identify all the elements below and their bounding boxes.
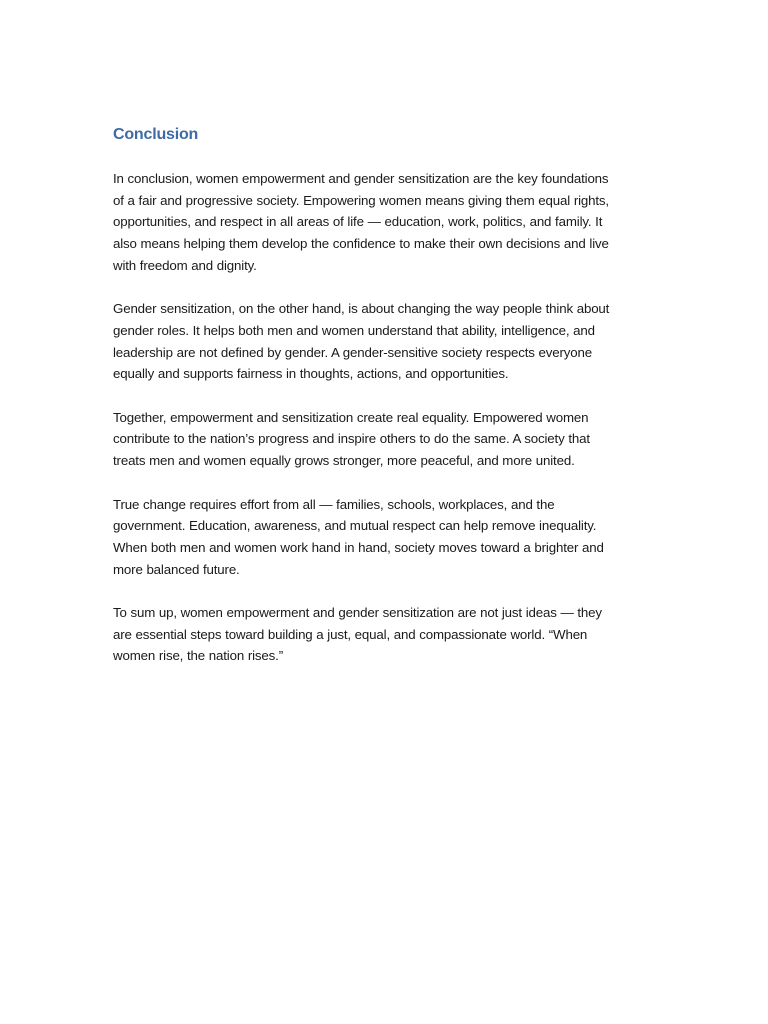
paragraph-1 [113, 168, 648, 277]
text-line: more balanced future. [113, 561, 240, 577]
section-heading: Conclusion [113, 126, 199, 143]
text-line: leadership are not defined by gender. A gender-sensitive society respects everyone [113, 344, 593, 360]
text-line: equally and supports fairness in thoughts, actions, and opportunities. [113, 366, 509, 382]
paragraph-3 [113, 407, 648, 472]
text-line: gender roles. It helps both men and women understand that ability, intelligence, and [113, 322, 595, 338]
paragraph-4 [113, 494, 648, 581]
text-line: with freedom and dignity. [113, 257, 257, 273]
paragraph-2 [113, 298, 648, 385]
text-line: women rise, the nation rises.” [113, 648, 283, 664]
text-line: also means helping them develop the confidence to make their own decisions and live [113, 236, 609, 252]
text-line: Together, empowerment and sensitization create real equality. Empowered women [113, 409, 589, 425]
text-line: opportunities, and respect in all areas of life — education, work, politics, and family. It [113, 214, 603, 230]
text-line: treats men and women equally grows stronger, more peaceful, and more united. [113, 453, 575, 469]
text-line: When both men and women work hand in hand, society moves toward a brighter and [113, 539, 604, 555]
paragraph-5 [113, 602, 648, 667]
text-line: To sum up, women empowerment and gender sensitization are not just ideas — they [113, 605, 602, 620]
text-line: True change requires effort from all — families, schools, workplaces, and the [113, 496, 555, 512]
text-line: of a fair and progressive society. Empowering women means giving them equal rights, [113, 192, 609, 208]
text-line: are essential steps toward building a just, equal, and compassionate world. “When [113, 626, 588, 642]
text-line: contribute to the nation’s progress and inspire others to do the same. A society that [113, 431, 590, 447]
text-line: government. Education, awareness, and mutual respect can help remove inequality. [113, 518, 597, 534]
document-page [113, 124, 648, 689]
text-line: Gender sensitization, on the other hand, is about changing the way people think about [113, 301, 610, 317]
text-line: In conclusion, women empowerment and gender sensitization are the key foundations [113, 171, 609, 186]
